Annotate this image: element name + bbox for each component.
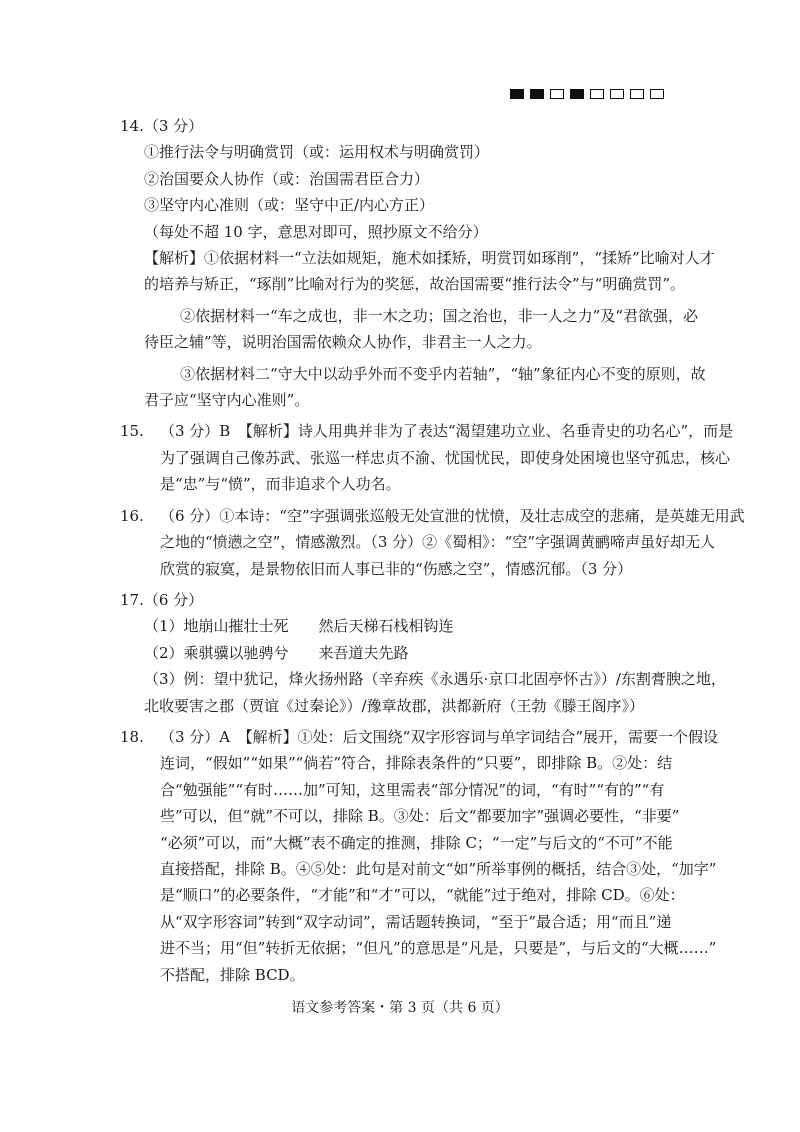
answer-line: 连词，“假如”“如果”“倘若”符合，排除表条件的“只要”，即排除 B。②处：结 [160,754,673,773]
marker-square [630,89,644,99]
analysis-line: 【解析】①依据材料一“立法如规矩，施术如揉矫，明赏罚如琢削”，“揉矫”比喻对人才 [144,249,715,268]
marker-square [570,89,584,99]
answer-point: （1）地崩山摧壮士死 然后天梯石栈相钩连 [144,617,454,636]
answer-line: 是“顺口”的必要条件，“才能”和“才”可以，“就能”过于绝对，排除 CD。⑥处： [160,886,685,905]
marker-square [530,89,544,99]
question-18 [120,724,718,988]
page-footer: 语文参考答案・第 3 页（共 6 页） [291,1000,509,1016]
analysis-line: 君子应“坚守内心准则”。 [144,391,310,410]
answer-line: 是“忠”与“愤”，而非追求个人功名。 [160,475,401,494]
answer-line: 从“双字形容词”转到“双字动词”，需话题转换词，“至于”最合适；用“而且”递 [160,912,672,931]
answer-line: 之地的“愤懑之空”，情感激烈。（3 分）②《蜀相》：“空”字强调黄鹂啼声虽好却无人 [160,533,715,552]
answer-line: 直接搭配，排除 B。④⑤处：此句是对前文“如”所举事例的概括，结合③处，“加字” [160,859,717,878]
marker-square [610,89,624,99]
question-17-head: 17.（6 分） [120,590,204,609]
answer-line: 欣赏的寂寞，是景物依旧而人事已非的“伤感之空”，情感沉郁。（3 分） [160,559,633,578]
answer-content [120,113,745,988]
answer-line: 进不当；用“但”转折无依据；“但凡”的意思是“凡是，只要是”，与后文的“大概……” [160,939,717,958]
answer-line: （6 分）①本诗：“空”字强调张巡般无处宣泄的忧愤，及壮志成空的悲痛，是英雄无用武 [160,506,745,525]
question-15 [120,418,734,497]
marker-square [550,89,564,99]
analysis-line: ②依据材料一“车之成也，非一木之功；国之治也，非一人之力”及“君欲强，必 [180,306,699,325]
question-number: 15. [120,422,144,441]
answer-line: （3 分）A 【解析】①处：后文围绕“双字形容词与单字词结合”展开，需要一个假设 [160,727,718,746]
answer-point: 北收要害之郡（贾谊《过秦论》）/豫章故郡，洪都新府（王勃《滕王阁序》） [144,696,645,715]
analysis-line: ③依据材料二“守大中以动乎外而不变乎内若轴”，“轴”象征内心不变的原则，故 [180,364,706,383]
page-marker [510,89,664,99]
answer-point: ②治国要众人协作（或：治国需君臣合力） [144,169,430,188]
answer-point: ①推行法令与明确赏罚（或：运用权术与明确赏罚） [144,143,490,162]
answer-line: 不搭配，排除 BCD。 [160,965,305,984]
answer-line: 些”可以，但“就”不可以，排除 B。③处：后文“都要加字”强调必要性，“非要” [160,807,680,826]
analysis-line: 待臣之辅”等，说明治国需依赖众人协作，非君主一人之力。 [144,333,542,352]
scoring-note: （每处不超 10 字，意思对即可，照抄原文不给分） [144,222,488,241]
answer-line: 合“勉强能”“有时……加”可知，这里需表“部分情况”的词，“有时”“有的”“有 [160,780,665,799]
question-14-head: 14.（3 分） [120,117,204,135]
question-number: 18. [120,727,144,746]
marker-square [590,89,604,99]
answer-point: （3）例：望中犹记，烽火扬州路（辛弃疾《永遇乐·京口北固亭怀古》）/东割膏腴之地， [144,670,726,689]
marker-square [650,89,664,99]
answer-line: “必须”可以，而“大概”表不确定的推测，排除 C；“一定”与后文的“不可”不能 [160,833,673,852]
question-16 [120,503,745,582]
answer-line: 为了强调自己像苏武、张巡一样忠贞不渝、忧国忧民，即使身处困境也坚守孤忠，核心 [160,448,731,467]
answer-point: ③坚守内心准则（或：坚守中正/内心方正） [144,196,435,215]
question-17 [120,587,726,719]
analysis-line: 的培养与矫正，“琢削”比喻对行为的奖惩，故治国需要“推行法令”与“明确赏罚”。 [144,275,686,294]
question-14 [120,113,715,413]
answer-line: （3 分）B 【解析】诗人用典并非为了表达“渴望建功立业、名垂青史的功名心”，而是 [160,422,734,441]
question-number: 16. [120,506,144,525]
answer-point: （2）乘骐骥以驰骋兮 来吾道夫先路 [144,643,409,662]
marker-square [510,89,524,99]
